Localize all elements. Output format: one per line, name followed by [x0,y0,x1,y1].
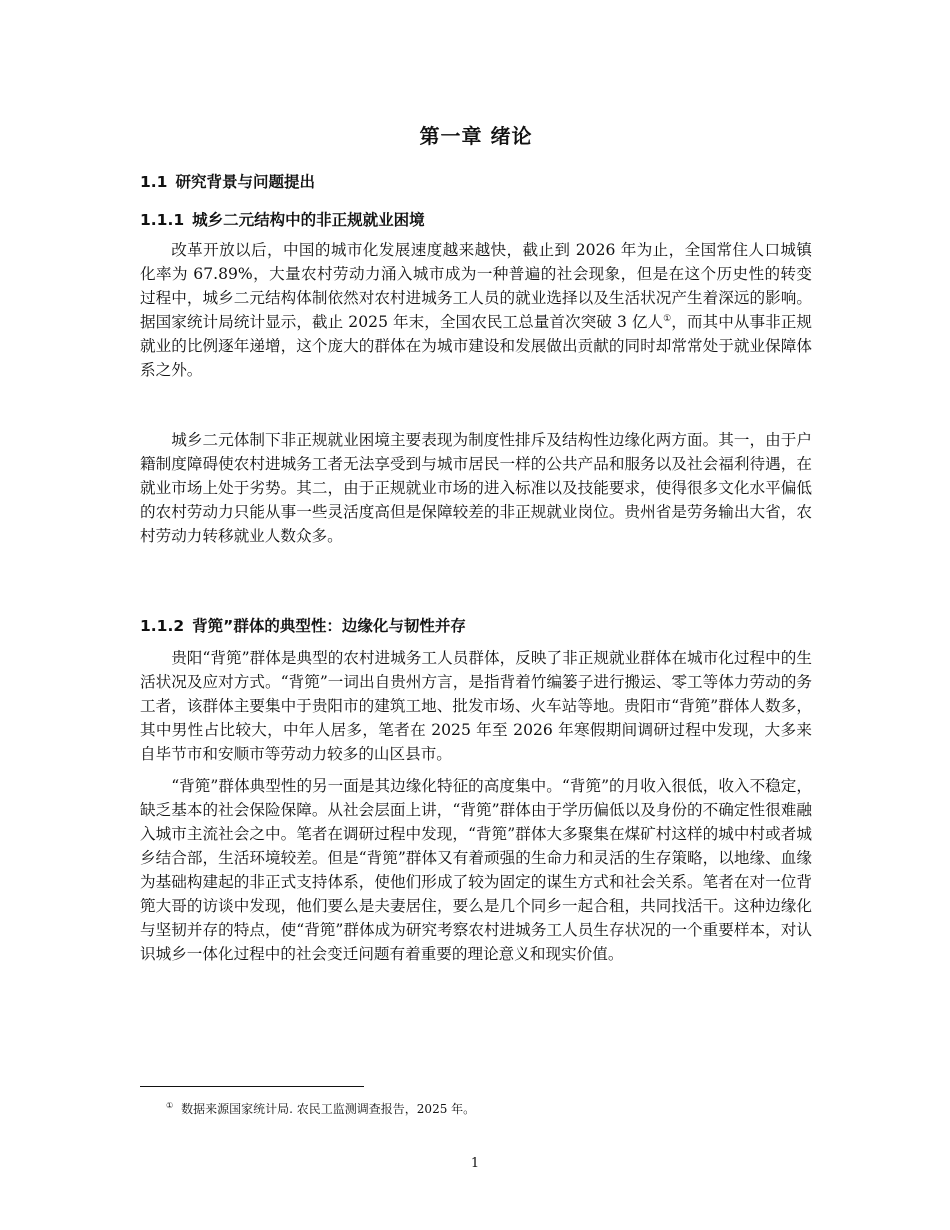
section-number: 1.1.2 [140,617,185,635]
section-heading-1-1 [140,170,315,192]
section-heading-1-1-1 [140,208,425,230]
footnote-separator [140,1086,364,1087]
section-title: 研究背景与问题提出 [175,173,315,191]
section-number: 1.1.1 [140,211,185,229]
footnote [166,1100,475,1117]
paragraph-text: ，而其中从事非正规就业的比例逐年递增，这个庞大的群体在为城市建设和发展做出贡献的同时却常常处于就业保障体系之外。 [140,313,812,379]
paragraph-text: 改革开放以后，中国的城市化发展速度越来越快，截止到 2026 年为止，全国常住人口城镇化率为 67.89%，大量农村劳动力涌入城市成为一种普遍的社会现象，但是在这个历史性的转变过程中，城乡二元结构体制依然对农村进城务工人员的就业选择以及生活状况产生着深远的影响。据国家统计局统计显示，截止 2025 年末，全国农民工总量首次突破 3 亿人 [140,241,812,331]
footnote-text: 数据来源国家统计局. 农民工监测调查报告，2025 年。 [181,1102,476,1116]
paragraph: 城乡二元体制下非正规就业困境主要表现为制度性排斥及结构性边缘化两方面。其一，由于户籍制度障碍使农村进城务工者无法享受到与城市居民一样的公共产品和服务以及社会福利待遇，在就业市场上处于劣势。其二，由于正规就业市场的进入标准以及技能要求，使得很多文化水平偏低的农村劳动力只能从事一些灵活度高但是保障较差的非正规就业岗位。贵州省是劳务输出大省，农村劳动力转移就业人数众多。 [140,431,812,545]
footnote-mark: ① [166,1101,174,1110]
paragraph [140,238,812,382]
section-title: 城乡二元结构中的非正规就业困境 [192,211,425,229]
footnote-reference[interactable]: ① [663,313,672,324]
paragraph: 贵阳“背篼”群体是典型的农村进城务工人员群体，反映了非正规就业群体在城市化过程中的生活状况及应对方式。“背篼”一词出自贵州方言，是指背着竹编篓子进行搬运、零工等体力劳动的务工者，该群体主要集中于贵阳市的建筑工地、批发市场、火车站等地。贵阳市“背篼”群体人数多，其中男性占比较大，中年人居多，笔者在 2025 年至 2026 年寒假期间调研过程中发现，大多来自毕节市和安顺市等劳动力较多的山区县市。 [140,649,812,763]
section-number: 1.1 [140,173,168,191]
page-number: 1 [470,1156,480,1171]
paragraph: “背篼”群体典型性的另一面是其边缘化特征的高度集中。“背篼”的月收入很低，收入不稳定，缺乏基本的社会保险保障。从社会层面上讲，“背篼”群体由于学历偏低以及身份的不确定性很难融入城市主流社会之中。笔者在调研过程中发现，“背篼”群体大多聚集在煤矿村这样的城中村或者城乡结合部，生活环境较差。但是“背篼”群体又有着顽强的生命力和灵活的生存策略，以地缘、血缘为基础构建起的非正式支持体系，使他们形成了较为固定的谋生方式和社会关系。笔者在对一位背篼大哥的访谈中发现，他们要么是夫妻居住，要么是几个同乡一起合租，共同找活干。这种边缘化与坚韧并存的特点，使“背篼”群体成为研究考察农村进城务工人员生存状况的一个重要样本，对认识城乡一体化过程中的社会变迁问题有着重要的理论意义和现实价值。 [140,777,812,963]
section-title: 背篼”群体的典型性：边缘化与韧性并存 [192,617,466,635]
section-heading-1-1-2 [140,614,466,636]
chapter-title: 第一章 绪论 [419,124,533,148]
